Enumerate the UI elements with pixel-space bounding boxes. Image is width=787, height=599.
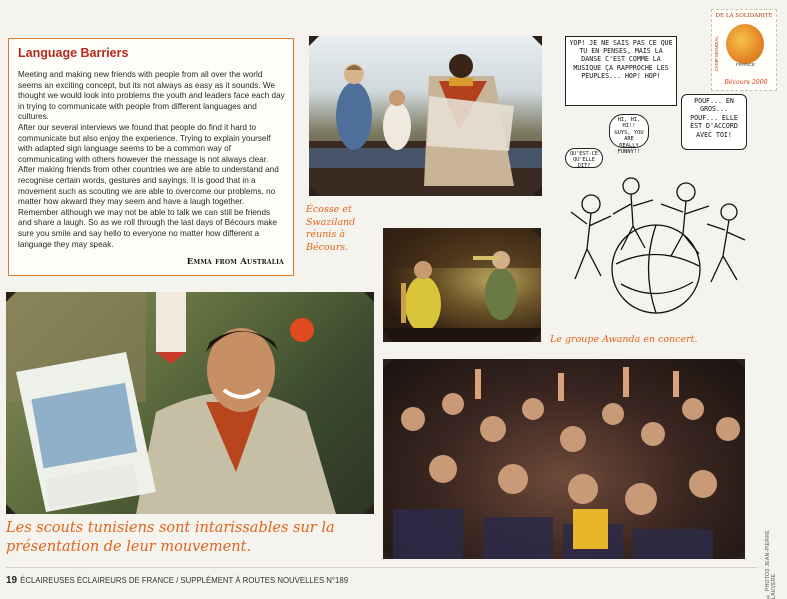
article-paragraph-2: After our several interviews we found that people do find it hard to communicate but also enjoy the experience. Trying to explain yourself with adapted sign language seems to be a common way of communicating with others however the message is not always clear. After making friends from other countries we are able to understand and recognise certain words, gestures and sayings. It is good that in a movement such as scouting we are able to overcome our problems, no matter how akward they may seem and have a laugh together. Remember although we may not be able to talk we can still be friends and share a laugh. So as we roll through the last days of Bécours make sure you smile and say hello to everyone no matter how different a language they may speak. — [18, 122, 279, 249]
dancing-figures-drawing — [561, 164, 751, 324]
photo-dancing-crowd — [383, 359, 745, 559]
caption-scotland: Écosse et Swaziland réunis à Bécours. — [306, 204, 356, 253]
article-paragraph-1: Meeting and making new friends with people from all over the world seems an exciting concept, but its not always as easy as it sounds. We thought we would look into problems the youth and leaders face each day in trying to communicate with people from different languages and cultures. — [18, 70, 285, 122]
article-signature: Emma from Australia — [186, 257, 284, 267]
photo-tunisian-illustration — [6, 292, 374, 514]
footer-text: ÉCLAIREUSES ÉCLAIREURS DE FRANCE / SUPPLÉMENT À ROUTES NOUVELLES N°189 — [20, 576, 349, 585]
page-number: 19 — [6, 575, 18, 586]
caption-concert: Le groupe Awanda en concert. — [550, 334, 698, 345]
speech-bubble-2: POUF... EN GROS... POUF... ELLE EST D'ACCORD AVEC TOI! — [681, 94, 747, 150]
photo-scotland-illustration — [309, 36, 542, 196]
solidarity-stamp-logo — [711, 9, 777, 91]
photo-crowd-illustration — [383, 359, 745, 559]
globe-icon — [726, 24, 764, 64]
photo-credit: © PHOTOS JEAN-PIERRE LAUVERE — [765, 530, 777, 599]
article-box — [8, 38, 294, 276]
photo-tunisian-scout — [6, 292, 374, 514]
speech-bubble-4: QU'EST-CE QU'ELLE DIT? — [565, 148, 603, 168]
stamp-top-text: DE LA SOLIDARITÉ — [715, 13, 773, 19]
article-title: Language Barriers — [18, 46, 129, 60]
photo-concert — [383, 228, 541, 342]
caption-tunisian: Les scouts tunisiens sont intarissables sur la présentation de leur mouvement. — [6, 520, 335, 555]
speech-bubble-3: HI, HI, HI!! GUYS, YOU ARE REALLY FUNNY!! — [609, 114, 649, 148]
stamp-side-text: CAMP MONDIAL — [714, 36, 719, 72]
footer-divider — [6, 567, 757, 568]
photo-concert-illustration — [383, 228, 541, 342]
stamp-country-text: FRANCE — [736, 62, 755, 67]
speech-bubble-1: YOP! JE NE SAIS PAS CE QUE TU EN PENSES, MAIS LA DANSE C'EST COMME LA MUSIQUE ÇA RAPPROCHE LES PEUPLES... HOP! HOP! — [565, 36, 677, 106]
photo-scotland-swaziland — [309, 36, 542, 196]
stamp-bottom-text: Bécours 2000 — [724, 79, 768, 86]
page-footer — [6, 575, 348, 586]
